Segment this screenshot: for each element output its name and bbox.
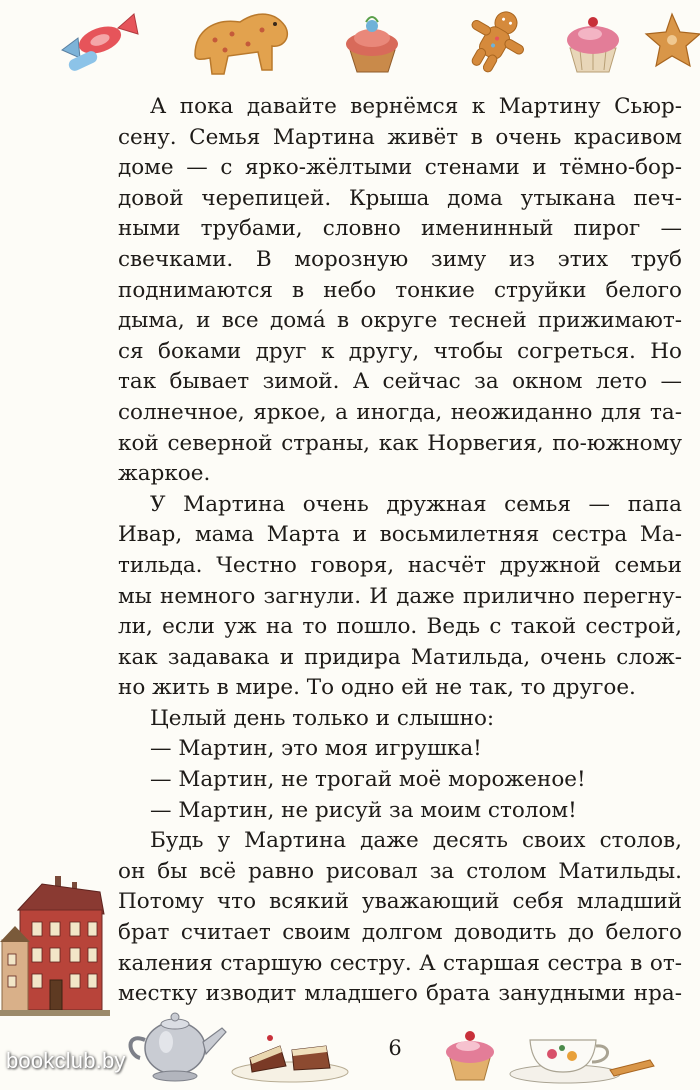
text-line: ся боками друг к другу, чтобы согреться. Но	[118, 338, 682, 364]
text-line: мы немного загнули. И даже прилично перегну-	[118, 583, 682, 609]
text-line: сену. Семья Мартина живёт в очень красивом	[118, 124, 682, 150]
text-line: солнечное, яркое, а иногда, неожиданно для та-	[118, 399, 682, 425]
text-line: доме — с ярко-жёлтыми стенами и тёмно-бор-	[118, 155, 682, 181]
text-line: А пока давайте вернёмся к Мартину Сьюр-	[150, 94, 682, 119]
text-line: тильда. Честно говоря, насчёт дружной семьи	[118, 552, 682, 578]
house-illustration-icon	[0, 870, 110, 1020]
cake-slices-icon	[232, 1035, 348, 1082]
cupcake-icon	[446, 1031, 494, 1080]
text-line: но жить в мире. То одно ей не так, то другое.	[118, 675, 636, 701]
cupcake-icon	[346, 17, 398, 72]
text-line: — Мартин, не рисуй за моим столом!	[150, 797, 577, 823]
star-cookie-icon	[646, 14, 700, 66]
teapot-icon	[130, 1013, 226, 1081]
cookie-horse-icon	[195, 14, 287, 74]
text-line: каления старшую сестру. А старшая сестра в от-	[118, 950, 682, 976]
page-number: 6	[388, 1036, 402, 1060]
watermark-text: bookclub.by	[6, 1048, 126, 1073]
text-line: ли, если уж на то пошло. Ведь с такой сестрой,	[118, 614, 682, 640]
text-line: так бывает зимой. А сейчас за окном лето —	[118, 369, 682, 395]
text-line: как задавака и придира Матильда, очень слож-	[118, 644, 682, 670]
text-line: — Мартин, не трогай моё мороженое!	[150, 767, 586, 793]
cupcake-icon	[567, 17, 619, 72]
text-line: Целый день только и слышно:	[150, 705, 495, 731]
text-line: кой северной страны, как Норвегия, по-южному	[118, 430, 682, 456]
text-line: ными трубами, словно именинный пирог —	[118, 216, 682, 242]
text-line: дыма, и все дома́ в округе тесней прижимают-	[118, 308, 682, 334]
text-line: Ивар, мама Марта и восьмилетняя сестра Ма-	[118, 522, 682, 548]
bottom-decoration-border	[0, 1000, 700, 1090]
text-line: Будь у Мартина даже десять своих столов,	[150, 828, 682, 854]
text-line: — Мартин, это моя игрушка!	[150, 736, 482, 762]
text-line: жаркое.	[118, 461, 211, 487]
text-line: свечками. В морозную зиму из этих труб	[118, 246, 682, 272]
text-line: брат считает своим долгом доводить до белого	[118, 920, 682, 946]
teacup-icon	[510, 1040, 654, 1083]
top-decoration-border	[0, 0, 700, 90]
text-line: местку изводит младшего брата занудными нра-	[118, 981, 682, 1007]
text-line: Потому что всякий уважающий себя младший	[118, 889, 682, 915]
text-line: довой черепицей. Крыша дома утыкана печ-	[118, 185, 682, 211]
body-text	[118, 92, 682, 1010]
text-line: он бы всё равно рисовал за столом Матильды.	[118, 858, 682, 884]
text-line: поднимаются в небо тонкие струйки белого	[118, 277, 682, 303]
text-line: У Мартина очень дружная семья — папа	[150, 491, 682, 517]
candy-icon	[62, 14, 138, 73]
gingerbread-man-icon	[455, 0, 537, 82]
